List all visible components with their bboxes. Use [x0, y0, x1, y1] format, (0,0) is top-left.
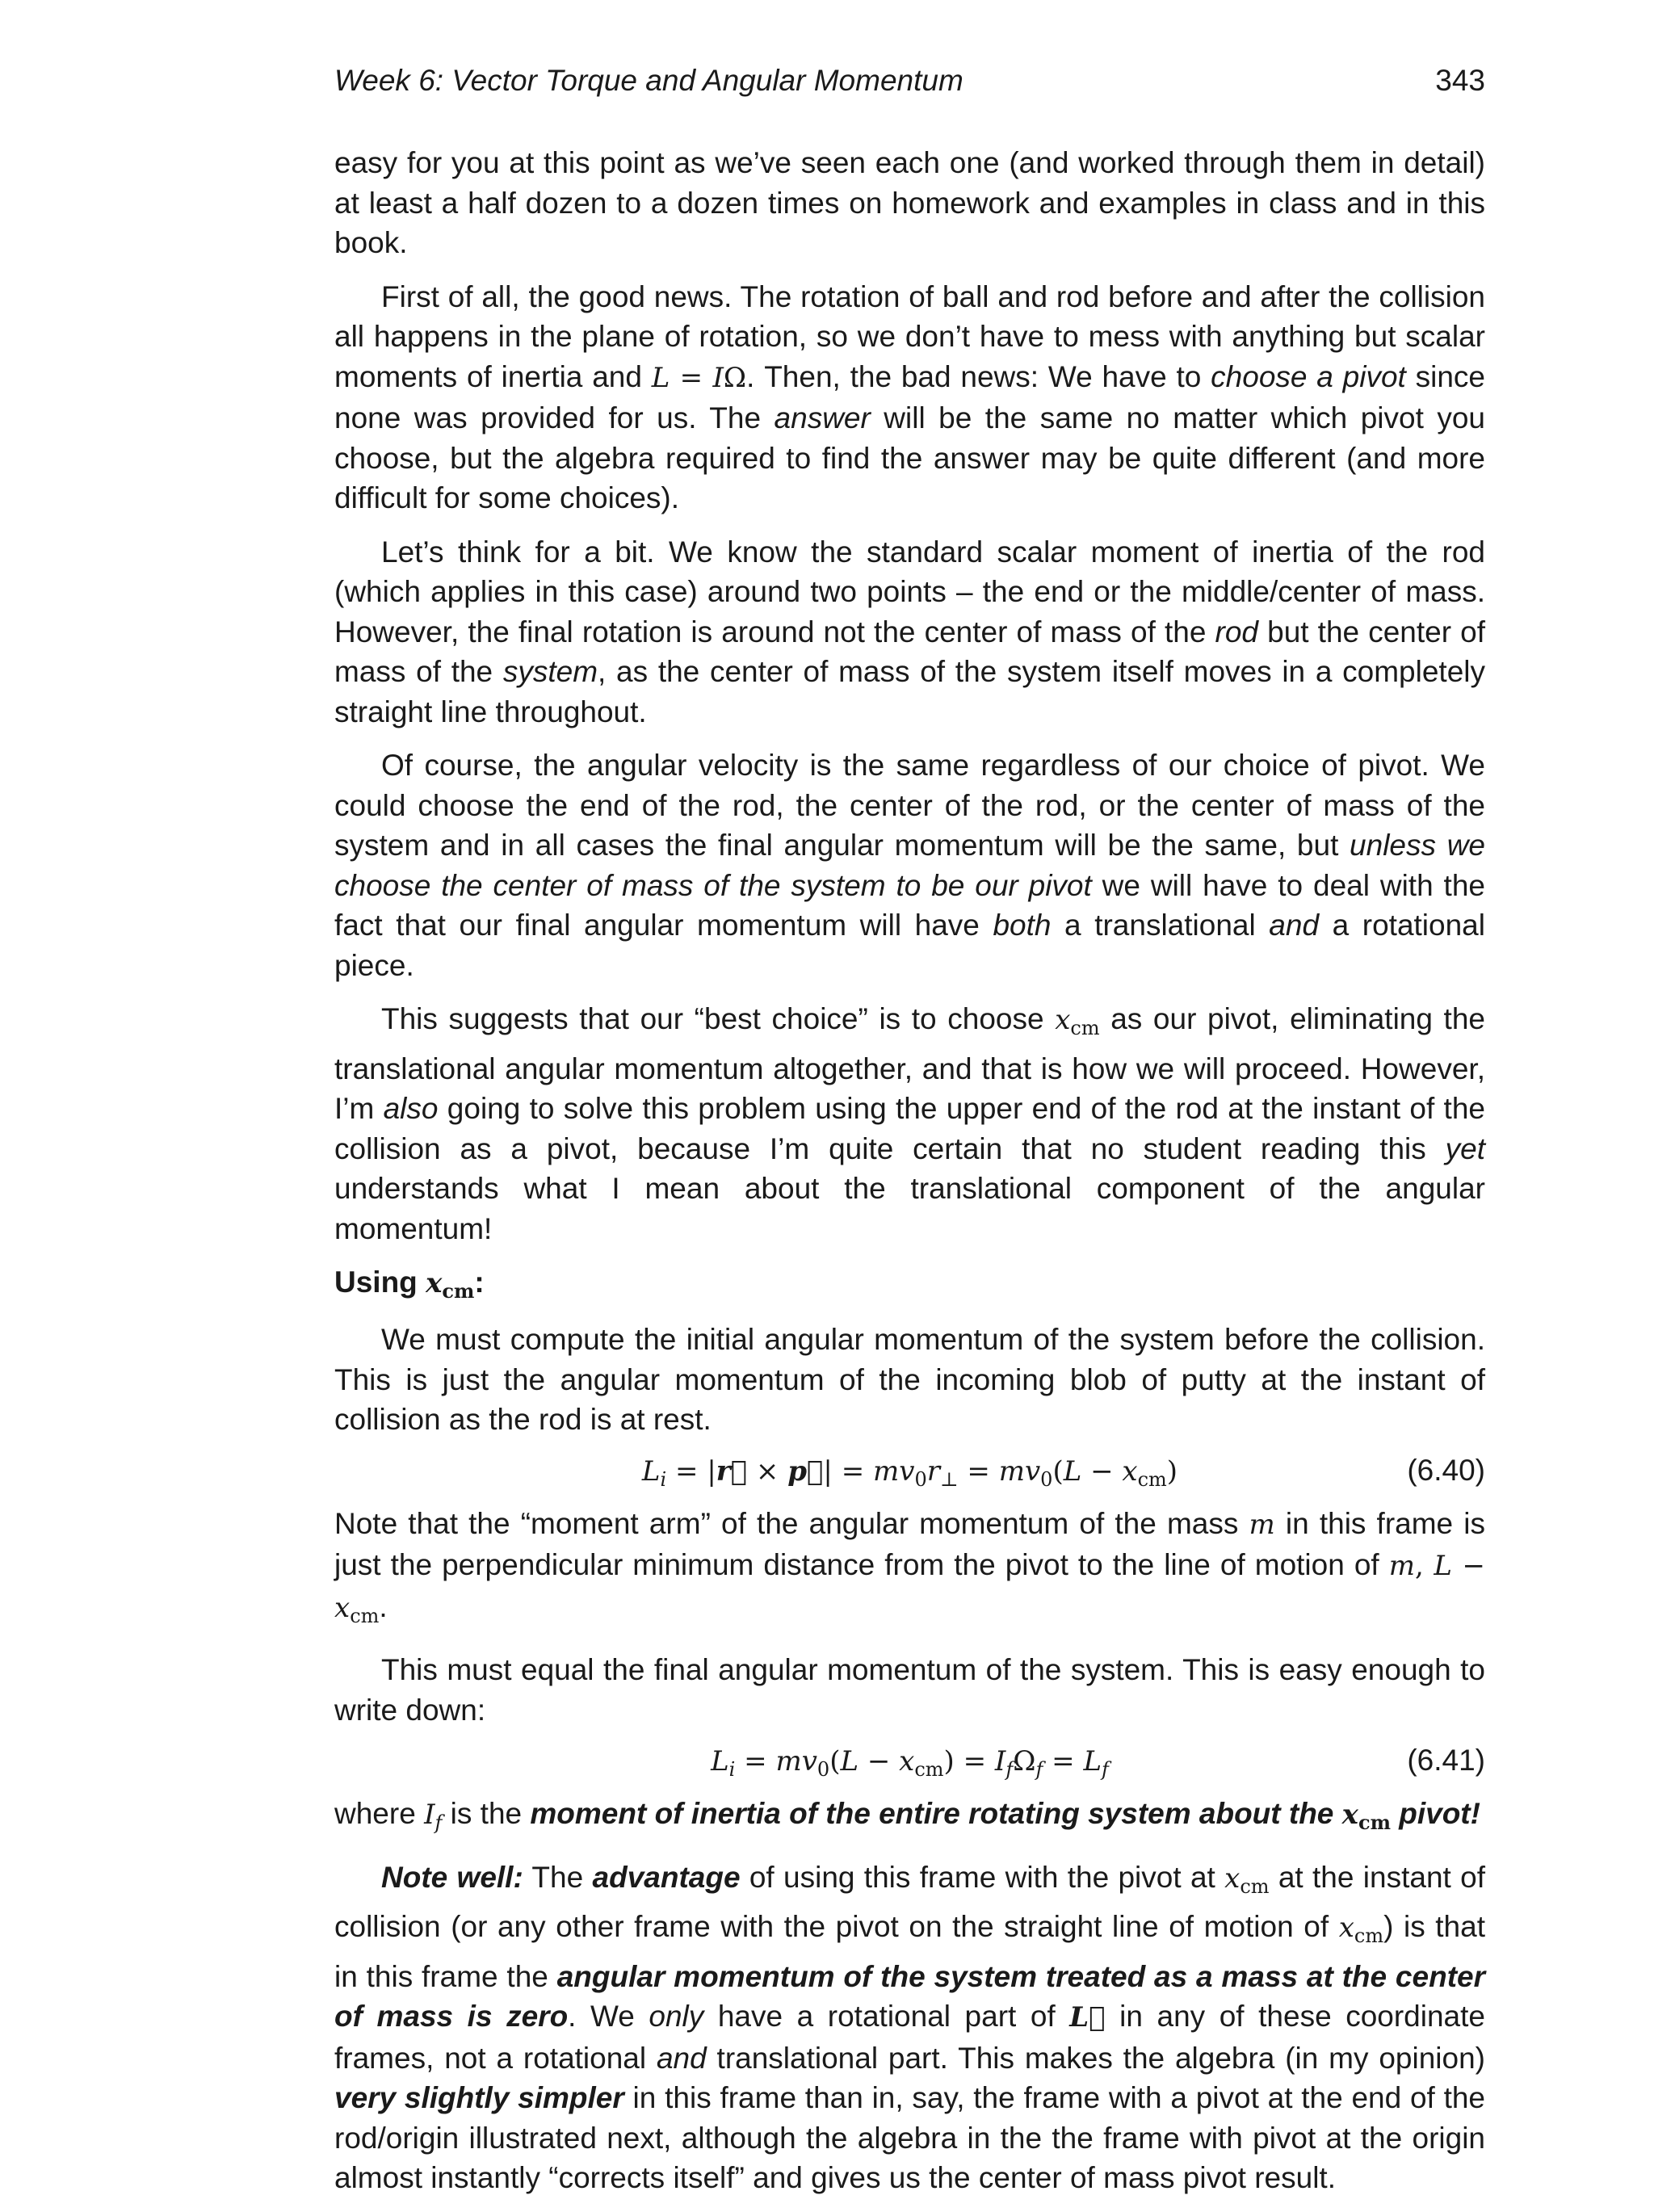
- text-span: Of course, the angular velocity is the same regardless of our choice of pivot. We could choose the end of the rod, the center of the rod, or the center of mass of the system and in all cases the final angular momentum will be the same, but: [334, 749, 1485, 862]
- text-span: going to solve this problem using the upper end of the rod at the instant of the collision as a pivot, because I’m quite certain that no student reading this: [334, 1092, 1485, 1165]
- math-inline-x-cm: $x_{cm}$: [1055, 1004, 1100, 1039]
- paragraph-4: [334, 745, 1485, 985]
- emphasis: answer: [774, 401, 871, 434]
- emphasis: choose a pivot: [1211, 359, 1406, 393]
- math-inline-x-cm: $x_{cm}$: [1338, 1912, 1384, 1947]
- text-span: The: [523, 1860, 593, 1894]
- section-heading-using-xcm: [334, 1262, 1485, 1311]
- equation-6-41: [334, 1734, 1485, 1787]
- paragraph-1: easy for you at this point as we’ve seen each one (and worked through them in detail) at least a half dozen to a dozen times on homework and examples in class and in this book.: [334, 146, 1485, 259]
- math-inline-x-cm: $x_{cm}$: [1341, 1799, 1391, 1834]
- text-span: . Then, the bad news: We have to: [746, 359, 1211, 393]
- chapter-title: Week 6: Vector Torque and Angular Momentum: [334, 64, 963, 97]
- text-span: . We: [568, 2000, 649, 2033]
- text-span: .: [379, 1589, 388, 1623]
- page-number: 343: [1435, 64, 1485, 97]
- bold-italic-emphasis: moment of inertia of the entire rotating system about the: [530, 1797, 1342, 1830]
- text-span: where: [334, 1797, 425, 1830]
- emphasis: and: [1269, 909, 1320, 942]
- emphasis: yet: [1445, 1131, 1485, 1165]
- emphasis: unless we choose the center of mass of the system to be our pivot: [334, 829, 1485, 902]
- text-span: First of all, the good news. The rotation of ball and rod before and after the collision all happens in the plane of rotation, so we don’t have to mess with anything but scalar moments of inertia and: [334, 279, 1485, 393]
- paragraph-8: This must equal the final angular momentum of the system. This is easy enough to write down:: [334, 1653, 1485, 1727]
- text-span: but the center of mass of the: [334, 615, 1486, 688]
- text-span: of using this frame with the pivot at: [740, 1860, 1225, 1894]
- equation-number: (6.41): [1407, 1744, 1485, 1777]
- text-span: ) is that in this frame the: [334, 1910, 1485, 1993]
- text-span: will be the same no matter which pivot you choose, but the algebra required to find the answer may be quite different (and more difficult for some choices).: [334, 401, 1486, 514]
- emphasis: also: [383, 1092, 439, 1125]
- text-span: in any of these coordinate frames, not a rotational: [334, 2000, 1485, 2075]
- emphasis: only: [649, 2000, 704, 2033]
- emphasis: both: [993, 909, 1052, 942]
- text-span: a rotational piece.: [334, 909, 1485, 982]
- math-inline-m-L-minus-xcm: m, $L - x_{cm}$: [334, 1550, 1485, 1627]
- math-inline-m: m: [1249, 1508, 1275, 1541]
- text-span: Note that the “moment arm” of the angular momentum of the mass: [334, 1506, 1249, 1540]
- text-span: translational part. This makes the algebra (in my opinion): [706, 2041, 1486, 2075]
- equation-number: (6.40): [1407, 1453, 1485, 1487]
- equation-6-40: [334, 1444, 1485, 1497]
- bold-italic-emphasis: advantage: [592, 1860, 741, 1894]
- math-inline-I-f: $I_f$: [424, 1799, 443, 1834]
- text-span: This suggests that our “best choice” is to choose: [381, 1002, 1056, 1035]
- bold-italic-emphasis: pivot!: [1390, 1797, 1480, 1830]
- paragraph-9: [334, 1794, 1485, 1844]
- math-inline-x-cm: $x_{cm}$: [1224, 1862, 1270, 1898]
- paragraph-6: We must compute the initial angular momentum of the system before the collision. This is just the angular momentum of the incoming blob of putty at the instant of collision as the rod is at rest.: [334, 1323, 1485, 1436]
- math-inline-L-eq-I-Omega: L = IΩ: [651, 361, 747, 394]
- emphasis: and: [656, 2041, 707, 2075]
- equation-body: $L_i$ = |r⃗ × p⃗| = $mv_0r_\perp = mv_0(L - x_{cm})$: [641, 1454, 1178, 1491]
- text-span: understands what I mean about the translational component of the angular momentum!: [334, 1172, 1485, 1245]
- paragraph-2: [334, 277, 1485, 518]
- emphasis: rod: [1215, 615, 1259, 648]
- text-span: Let’s think for a bit. We know the standard scalar moment of inertia of the rod (which applies in this case) around two points – the end or the middle/center of mass. However, the final rotation is around not the center of mass of the: [334, 535, 1485, 648]
- text-span: at the instant of collision (or any other frame with the pivot on the straight line of motion of: [334, 1860, 1485, 1943]
- emphasis: system: [502, 655, 598, 688]
- text-span: in this frame is just the perpendicular minimum distance from the pivot to the line of motion of: [334, 1506, 1485, 1581]
- heading-text: :: [474, 1265, 485, 1299]
- equation-body: $L_i = mv_0(L - x_{cm}) = I_f\Omega_f = L_f$: [711, 1745, 1109, 1781]
- text-span: , as the center of mass of the system itself moves in a completely straight line throughout.: [334, 655, 1485, 728]
- bold-italic-emphasis: very slightly simpler: [334, 2081, 624, 2114]
- text-span: have a rotational part of: [703, 2000, 1070, 2033]
- paragraph-5: [334, 999, 1485, 1249]
- text-span: since none was provided for us. The: [334, 359, 1486, 434]
- page-body: [334, 143, 1485, 2212]
- paragraph-3: [334, 532, 1485, 732]
- text-span: we will have to deal with the fact that our final angular momentum will have: [334, 868, 1485, 942]
- paragraph-7: [334, 1504, 1485, 1637]
- math-inline-L-vector: L⃗: [1069, 2001, 1106, 2034]
- bold-italic-emphasis: angular momentum of the system treated as a mass at the center of mass is zero: [334, 1959, 1485, 2033]
- text-span: a translational: [1051, 909, 1270, 942]
- text-span: in this frame than in, say, the frame with a pivot at the end of the rod/origin illustrated next, although the algebra in the the frame with pivot at the origin almost instantly “corrects itself” and gives us the center of mass pivot result.: [334, 2081, 1485, 2194]
- running-header: [334, 61, 1485, 100]
- text-span: is the: [442, 1797, 531, 1830]
- heading-text: Using: [334, 1265, 426, 1299]
- math-inline-x-cm: $x_{cm}$: [426, 1267, 475, 1303]
- note-well-label: Note well:: [381, 1860, 523, 1894]
- paragraph-10: [334, 1857, 1485, 2198]
- text-span: as our pivot, eliminating the translational angular momentum altogether, and that is how we will proceed. However, I’m: [334, 1002, 1485, 1125]
